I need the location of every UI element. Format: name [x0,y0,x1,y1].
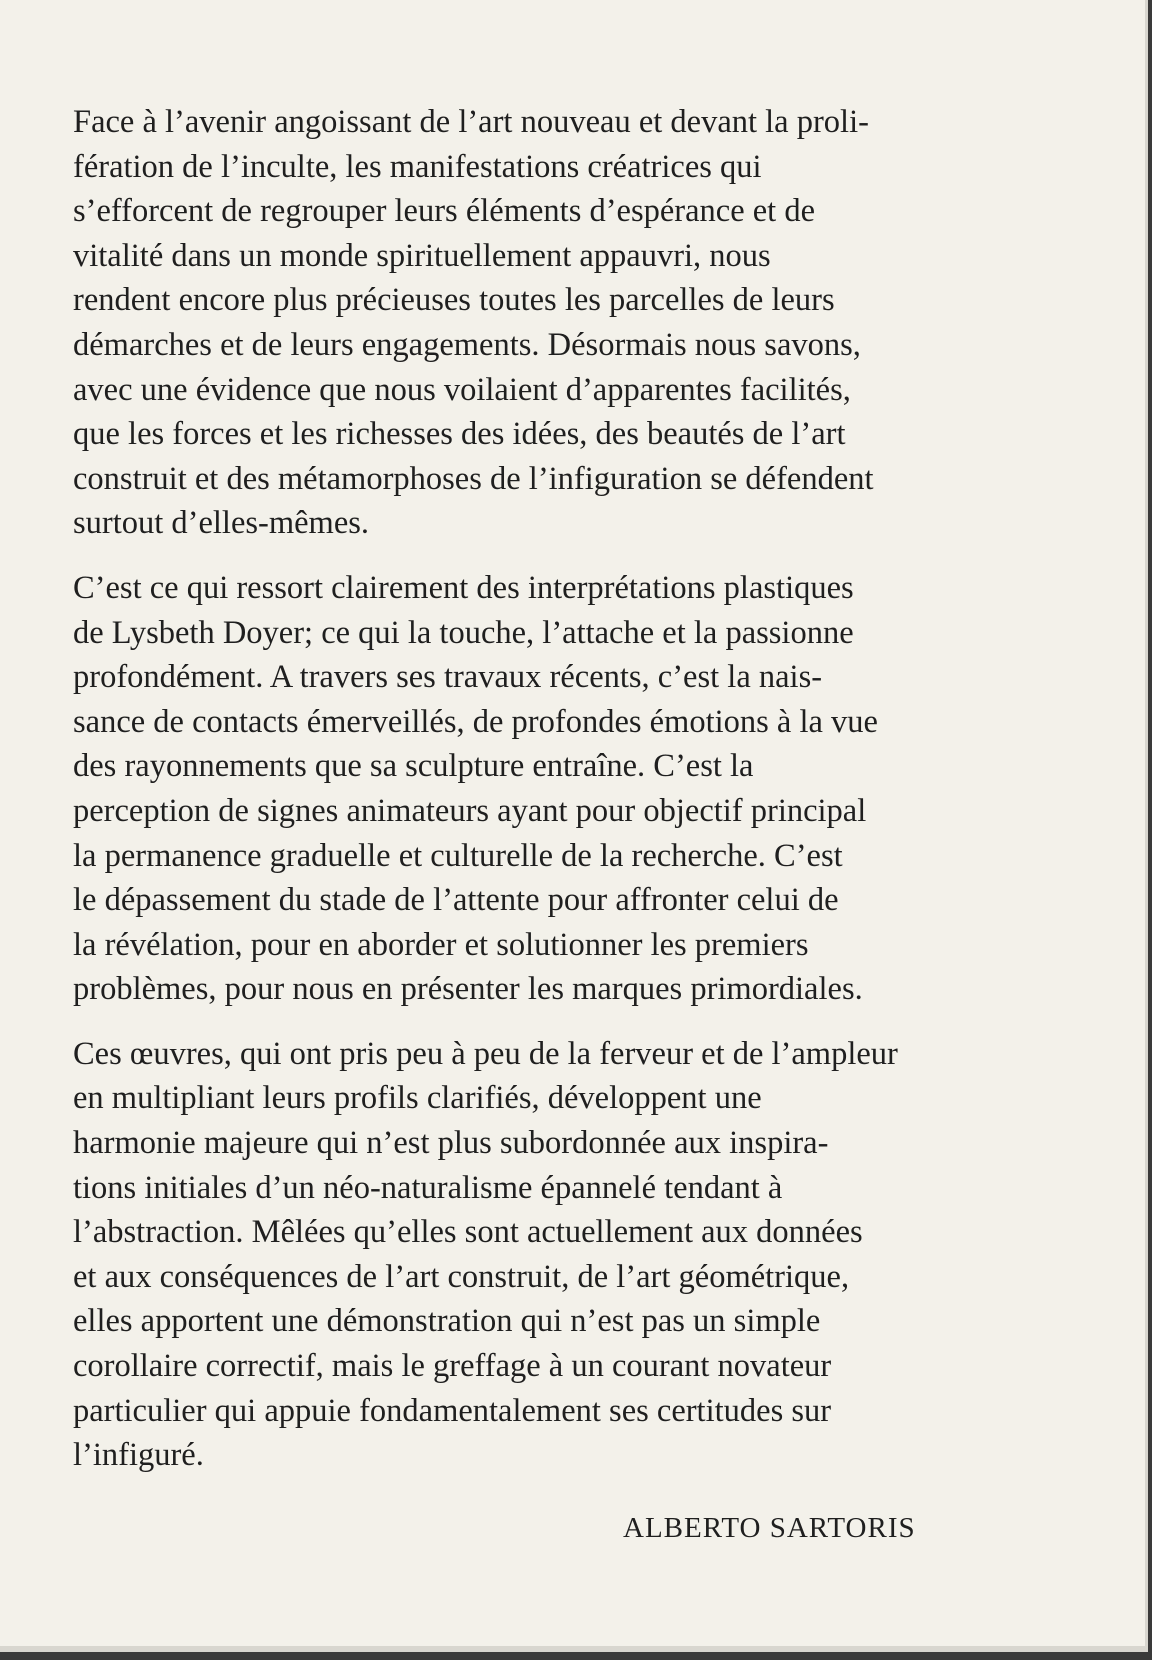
text-line: particulier qui appuie fondamentalement ses certitudes sur [73,1392,832,1429]
text-line: des rayonnements que sa sculpture entraîne. C’est la [73,748,754,785]
text-line: Ces œuvres, qui ont pris peu à peu de la ferveur et de l’ampleur [73,1035,898,1072]
text-line: avec une évidence que nous voilaient d’apparentes facilités, [73,371,851,408]
body-text [73,100,1073,1498]
paragraph-2 [73,566,1073,1012]
text-line: profondément. A travers ses travaux récents, c’est la nais- [73,659,823,696]
text-line: que les forces et les richesses des idées, des beautés de l’art [73,416,846,453]
text-line: problèmes, pour nous en présenter les marques primordiales. [73,971,863,1008]
text-line: construit et des métamorphoses de l’infiguration se défendent [73,460,874,497]
text-line: vitalité dans un monde spirituellement appauvri, nous [73,237,771,274]
text-line: C’est ce qui ressort clairement des interprétations plastiques [73,569,854,606]
text-line: elles apportent une démonstration qui n’est pas un simple [73,1303,821,1340]
text-line: sance de contacts émerveillés, de profondes émotions à la vue [73,703,878,740]
text-line: rendent encore plus précieuses toutes les parcelles de leurs [73,282,835,319]
text-line: en multipliant leurs profils clarifiés, développent une [73,1080,762,1117]
author-signature: ALBERTO SARTORIS [623,1512,916,1544]
text-line: perception de signes animateurs ayant pour objectif principal [73,792,867,829]
text-line: de Lysbeth Doyer; ce qui la touche, l’attache et la passionne [73,614,854,651]
text-line: harmonie majeure qui n’est plus subordonnée aux inspira- [73,1125,829,1162]
text-line: tions initiales d’un néo-naturalisme épannelé tendant à [73,1169,783,1206]
text-line: Face à l’avenir angoissant de l’art nouveau et devant la proli- [73,104,869,140]
text-line: corollaire correctif, mais le greffage à un courant novateur [73,1348,832,1385]
text-line: l’infiguré. [73,1437,204,1474]
text-line: démarches et de leurs engagements. Désormais nous savons, [73,326,861,363]
text-line: fération de l’inculte, les manifestations créatrices qui [73,148,762,185]
text-line: la permanence graduelle et culturelle de la recherche. C’est [73,837,843,874]
text-line: s’efforcent de regrouper leurs éléments d’espérance et de [73,193,816,230]
text-line: le dépassement du stade de l’attente pour affronter celui de [73,882,839,919]
paragraph-1 [73,100,1073,546]
text-line: la révélation, pour en aborder et solutionner les premiers [73,926,809,963]
text-line: surtout d’elles-mêmes. [73,505,370,542]
text-line: l’abstraction. Mêlées qu’elles sont actuellement aux données [73,1214,863,1251]
text-line: et aux conséquences de l’art construit, de l’art géométrique, [73,1258,850,1295]
paragraph-3 [73,1032,1073,1478]
